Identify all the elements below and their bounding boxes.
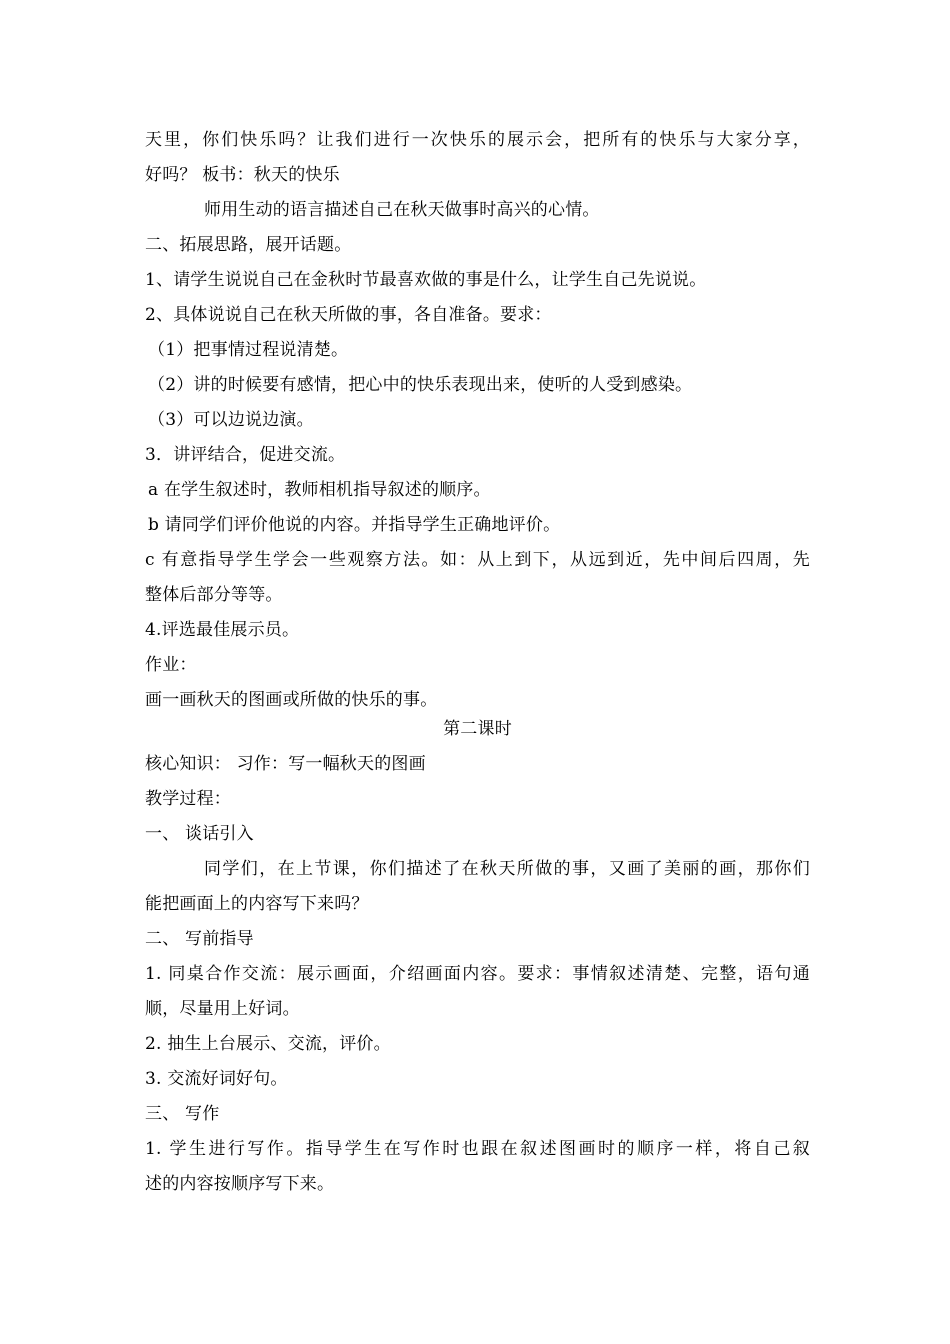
paragraph-line: 能把画面上的内容写下来吗？ (145, 894, 369, 914)
paragraph-line: 述的内容按顺序写下来。 (145, 1174, 335, 1194)
paragraph-line: 同学们，在上节课，你们描述了在秋天所做的事，又画了美丽的画，那你们 (204, 859, 810, 879)
list-item: 1. 学生进行写作。指导学生在写作时也跟在叙述图画时的顺序一样，将自己叙 (145, 1139, 810, 1159)
section-heading: 一、 谈话引入 (145, 824, 254, 844)
lesson-title: 第二课时 (443, 719, 512, 739)
paragraph-line: 整体后部分等等。 (145, 585, 283, 605)
section-heading: 二、拓展思路，展开话题。 (145, 235, 352, 255)
list-item: （1）把事情过程说清楚。 (148, 340, 349, 360)
section-heading: 作业： (145, 655, 197, 675)
list-item: c 有意指导学生学会一些观察方法。如：从上到下，从远到近，先中间后四周，先 (145, 550, 810, 570)
list-item: 1. 同桌合作交流：展示画面，介绍画面内容。要求：事情叙述清楚、完整，语句通 (145, 964, 810, 984)
list-item: 2. 抽生上台展示、交流，评价。 (145, 1034, 391, 1054)
section-heading: 教学过程： (145, 789, 231, 809)
list-item: 1、请学生说说自己在金秋时节最喜欢做的事是什么，让学生自己先说说。 (145, 270, 707, 290)
list-item: 2、具体说说自己在秋天所做的事，各自准备。要求： (145, 305, 552, 325)
paragraph-line: 师用生动的语言描述自己在秋天做事时高兴的心情。 (204, 200, 600, 220)
section-heading: 二、 写前指导 (145, 929, 254, 949)
paragraph-line: 天里，你们快乐吗？让我们进行一次快乐的展示会，把所有的快乐与大家分享， (145, 130, 810, 150)
list-item: b 请同学们评价他说的内容。并指导学生正确地评价。 (148, 515, 561, 535)
list-item: 3．讲评结合，促进交流。 (145, 445, 346, 465)
list-item: 4.评选最佳展示员。 (145, 620, 300, 640)
list-item: a 在学生叙述时，教师相机指导叙述的顺序。 (148, 480, 491, 500)
paragraph-line: 核心知识： 习作：写一幅秋天的图画 (145, 754, 426, 774)
paragraph-line: 顺，尽量用上好词。 (145, 999, 300, 1019)
list-item: （2）讲的时候要有感情，把心中的快乐表现出来，使听的人受到感染。 (148, 375, 693, 395)
section-heading: 三、 写作 (145, 1104, 220, 1124)
paragraph-line: 好吗？ 板书：秋天的快乐 (145, 165, 340, 185)
list-item: （3）可以边说边演。 (148, 410, 314, 430)
list-item: 3. 交流好词好句。 (145, 1069, 288, 1089)
paragraph-line: 画一画秋天的图画或所做的快乐的事。 (145, 690, 438, 710)
